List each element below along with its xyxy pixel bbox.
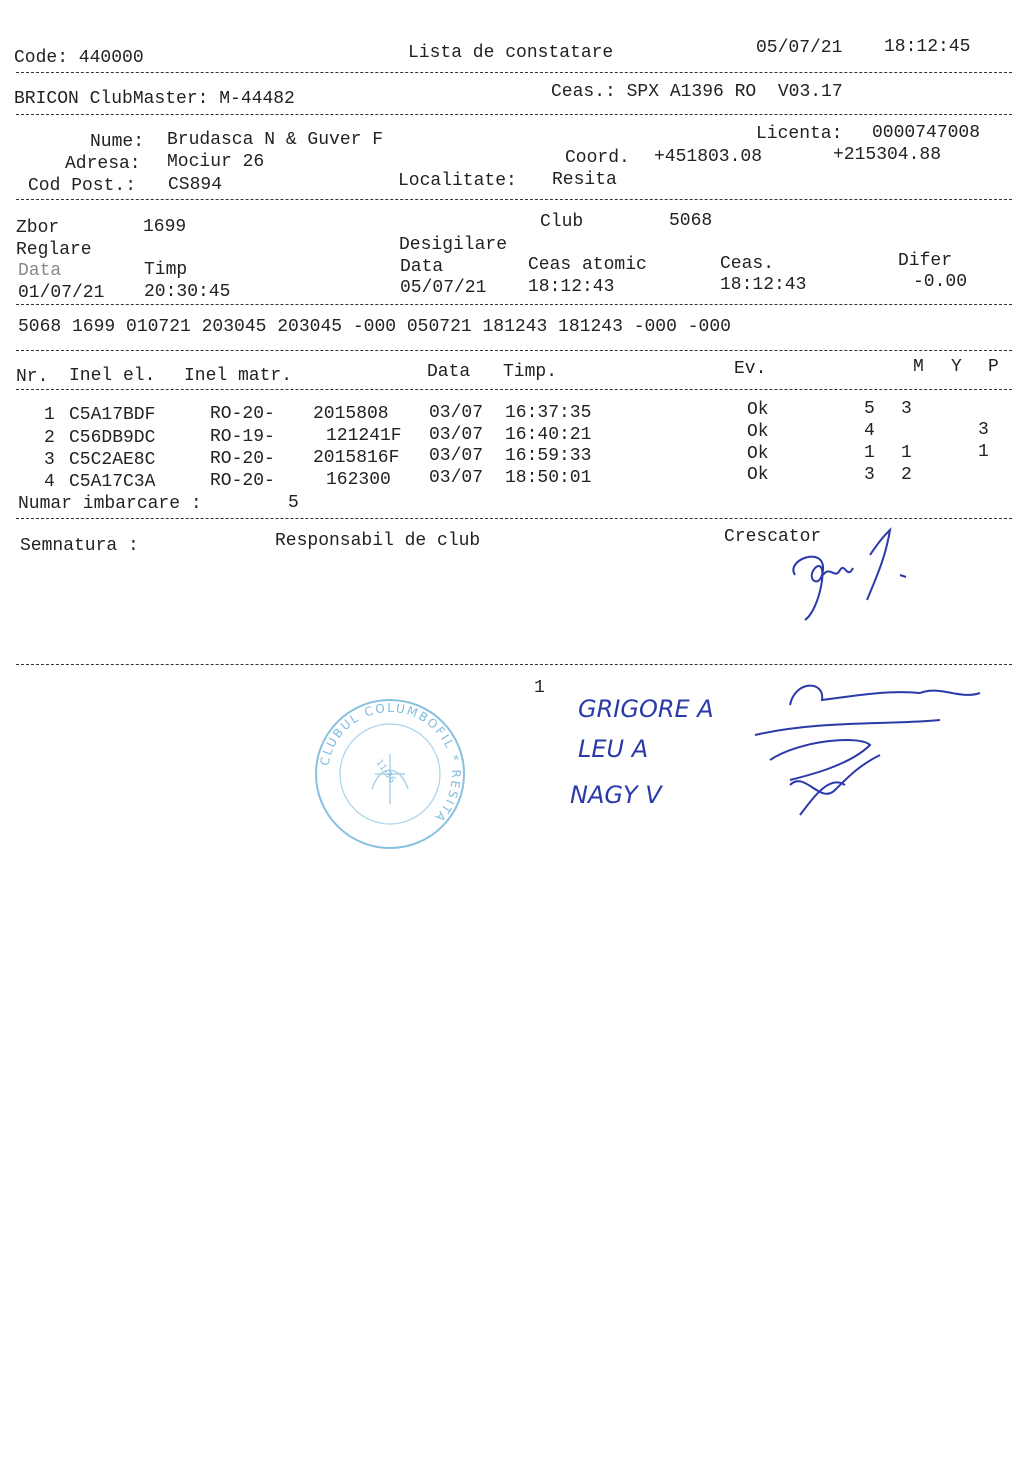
handwritten-names [560,665,1000,845]
divider [16,72,1012,73]
row-ev: Ok [747,400,769,420]
col-p: P [988,357,999,377]
row-prefix: RO-20- [210,449,275,469]
col-y: Y [951,357,962,377]
row-nr: 1 [44,405,55,425]
owner-name: Brudasca N & Guver F [167,130,384,150]
page-number: 1 [534,678,545,698]
club-stamp [310,694,470,854]
summary-line: 5068 1699 010721 203045 203045 -000 050721 181243 181243 -000 -000 [18,317,731,337]
club-value: 5068 [669,211,713,231]
row-timp: 16:59:33 [505,446,592,466]
row-y: 2 [901,465,912,485]
row-data: 03/07 [429,425,484,445]
col-nr: Nr. [16,367,49,387]
row-ev: Ok [747,422,769,442]
divider [16,350,1012,351]
breeder-signature [775,520,935,630]
row-m: 1 [864,443,875,463]
reglare-date: 01/07/21 [18,283,105,303]
divider [16,199,1012,200]
responsabil-label: Responsabil de club [275,531,481,551]
address-label: Adresa: [65,154,141,174]
header-time: 18:12:45 [884,37,971,57]
difer-value: -0.00 [913,272,968,292]
row-data: 03/07 [429,403,484,423]
owner-locality: Resita [552,170,617,190]
postcode-label: Cod Post.: [28,176,137,196]
col-timp: Timp. [503,362,558,382]
row-inel-el: C5A17BDF [69,405,156,425]
row-matr: 162300 [326,470,391,490]
stamp-number: 11-36 [373,757,397,786]
row-matr: 121241F [326,426,402,446]
divider [16,304,1012,305]
coord-lat: +451803.08 [654,147,763,167]
desigilare-label: Desigilare [399,235,508,255]
code: Code: 440000 [14,48,144,68]
reglare-time: 20:30:45 [144,282,231,302]
reglare-timp-label: Timp [144,260,188,280]
row-inel-el: C5C2AE8C [69,450,156,470]
row-nr: 4 [44,472,55,492]
row-p: 3 [978,420,989,440]
row-timp: 16:37:35 [505,403,592,423]
clock-id: Ceas.: SPX A1396 RO V03.17 [551,82,843,102]
handwritten-name: NAGY V [570,781,662,809]
owner-address: Mociur 26 [167,152,265,172]
row-p: 1 [978,442,989,462]
locality-label: Localitate: [398,171,517,191]
col-inel-matr: Inel matr. [184,366,293,386]
difer-label: Difer [898,251,953,271]
row-prefix: RO-19- [210,427,275,447]
row-data: 03/07 [429,468,484,488]
row-y: 1 [901,443,912,463]
zbor-value: 1699 [143,217,187,237]
count-value: 5 [288,493,299,513]
handwritten-name: LEU A [578,735,649,763]
document-title: Lista de constatare [408,43,614,63]
desig-date: 05/07/21 [400,278,487,298]
desig-data-label: Data [400,257,444,277]
stamp-text: CLUBUL COLUMBOFIL * RESITA [317,700,464,826]
license-label: Licenta: [756,124,843,144]
name-label: Nume: [90,132,145,152]
row-m: 5 [864,399,875,419]
semnatura-label: Semnatura : [20,536,139,556]
divider [16,518,1012,519]
row-y: 3 [901,399,912,419]
club-label: Club [540,212,584,232]
row-prefix: RO-20- [210,471,275,491]
row-data: 03/07 [429,446,484,466]
crescator-label: Crescator [724,527,822,547]
row-nr: 2 [44,428,55,448]
row-timp: 18:50:01 [505,468,592,488]
row-m: 3 [864,465,875,485]
row-matr: 2015816F [313,448,400,468]
col-ev: Ev. [734,359,767,379]
coord-label: Coord. [565,148,630,168]
coord-lon: +215304.88 [833,145,942,165]
ceas-atomic-label: Ceas atomic [528,255,647,275]
system-id: BRICON ClubMaster: M-44482 [14,89,295,109]
owner-license: 0000747008 [872,123,981,143]
row-inel-el: C56DB9DC [69,428,156,448]
row-m: 4 [864,421,875,441]
zbor-label: Zbor [16,218,60,238]
header-date: 05/07/21 [756,38,843,58]
ceas-value: 18:12:43 [720,275,807,295]
handwritten-name: GRIGORE A [578,695,714,723]
row-ev: Ok [747,465,769,485]
row-nr: 3 [44,450,55,470]
divider [16,389,1012,390]
row-inel-el: C5A17C3A [69,472,156,492]
reglare-label: Reglare [16,240,92,260]
col-data: Data [427,362,471,382]
row-timp: 16:40:21 [505,425,592,445]
ceas-label: Ceas. [720,254,775,274]
owner-postcode: CS894 [168,175,223,195]
divider [16,114,1012,115]
ceas-atomic-value: 18:12:43 [528,277,615,297]
col-inel-el: Inel el. [69,366,156,386]
col-m: M [913,357,924,377]
reglare-data-label: Data [18,261,62,281]
row-prefix: RO-20- [210,404,275,424]
count-label: Numar imbarcare : [18,494,202,514]
row-ev: Ok [747,444,769,464]
row-matr: 2015808 [313,404,389,424]
